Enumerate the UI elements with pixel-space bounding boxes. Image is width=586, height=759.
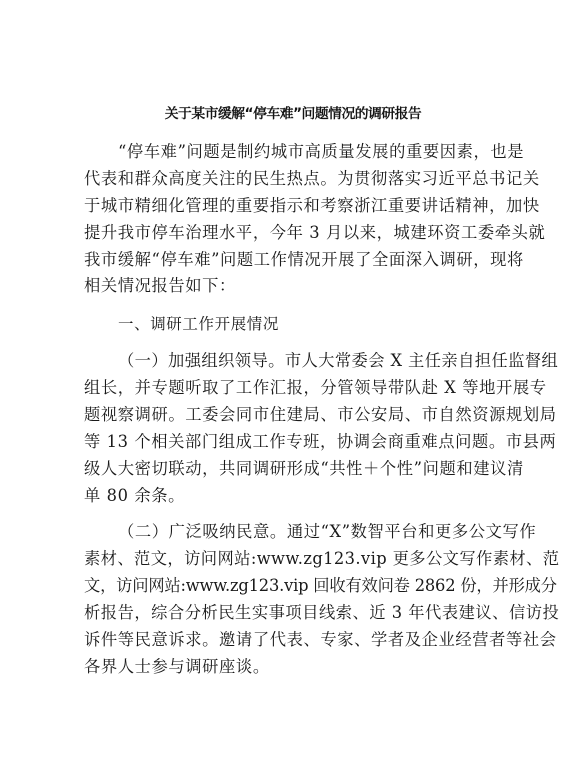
paragraph-3-line-1: （二）广泛吸纳民意。通过“X”数智平台和更多公文写作 bbox=[118, 522, 537, 541]
paragraph-3-line-6: 各界人士参与调研座谈。 bbox=[84, 657, 270, 676]
paragraph-3-line-2: 素材、范文，访问网站:www.zg123.vip 更多公文写作素材、范 bbox=[84, 549, 560, 568]
paragraph-2-line-5: 级人大密切联动，共同调研形成“共性＋个性”问题和建议清 bbox=[84, 459, 524, 478]
paragraph-2-line-1: （一）加强组织领导。市人大常委会 X 主任亲自担任监督组 bbox=[118, 351, 559, 370]
paragraph-1-line-6: 相关情况报告如下： bbox=[84, 276, 236, 295]
paragraph-1-line-4: 提升我市停车治理水平，今年 3 月以来，城建环资工委牵头就 bbox=[84, 223, 546, 242]
paragraph-1-line-1: “停车难”问题是制约城市高质量发展的重要因素，也是 bbox=[118, 142, 525, 161]
paragraph-1-line-5: 我市缓解“停车难”问题工作情况开展了全面深入调研，现将 bbox=[84, 250, 524, 269]
paragraph-3-line-4: 析报告，综合分析民生实事项目线索、近 3 年代表建议、信访投 bbox=[84, 603, 560, 622]
paragraph-3-line-3: 文，访问网站:www.zg123.vip 回收有效问卷 2862 份，并形成分 bbox=[84, 576, 557, 595]
paragraph-2-line-4: 等 13 个相关部门组成工作专班，协调会商重难点问题。市县两 bbox=[84, 432, 557, 451]
paragraph-1-line-2: 代表和群众高度关注的民生热点。为贯彻落实习近平总书记关 bbox=[84, 169, 540, 188]
paragraph-3-line-5: 诉件等民意诉求。邀请了代表、专家、学者及企业经营者等社会 bbox=[84, 630, 557, 649]
paragraph-1-line-3: 于城市精细化管理的重要指示和考察浙江重要讲话精神，加快 bbox=[84, 196, 540, 215]
paragraph-2-line-6: 单 80 余条。 bbox=[84, 486, 185, 505]
section-1-heading: 一、调研工作开展情况 bbox=[118, 315, 280, 333]
paragraph-2-line-2: 组长，并专题听取了工作汇报，分管领导带队赴 X 等地开展专 bbox=[84, 378, 547, 397]
document-title: 关于某市缓解“停车难”问题情况的调研报告 bbox=[164, 106, 422, 122]
paragraph-2-line-3: 题视察调研。工委会同市住建局、市公安局、市自然资源规划局 bbox=[84, 405, 557, 424]
